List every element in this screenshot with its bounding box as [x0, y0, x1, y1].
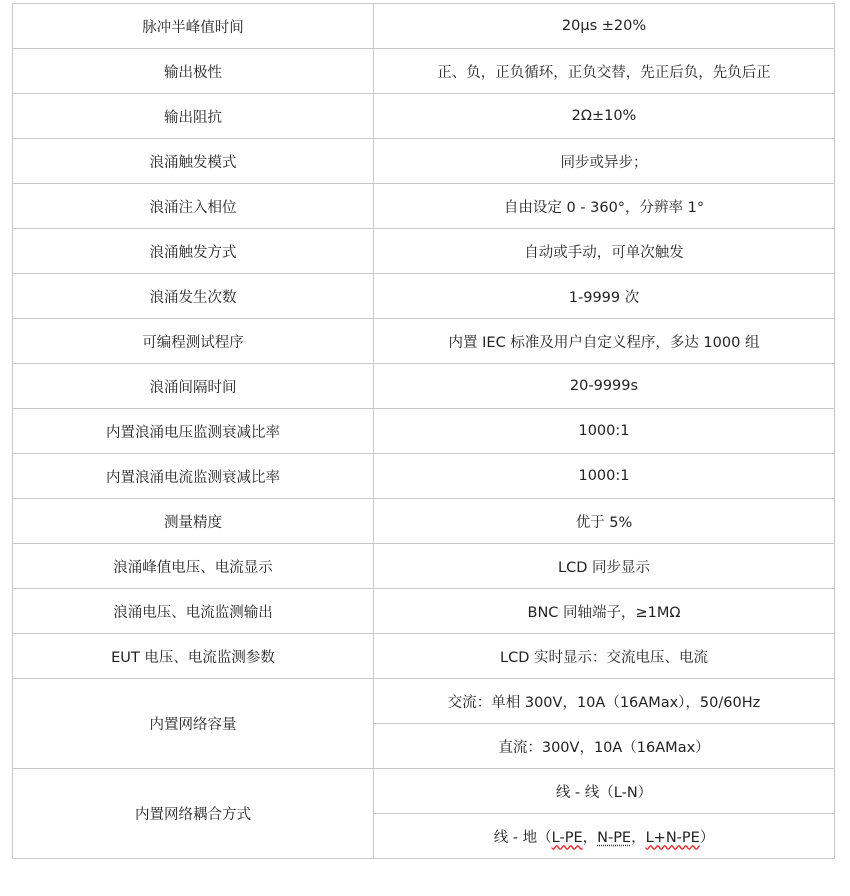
spec-value: 1000:1: [374, 409, 835, 454]
spec-key: 输出阻抗: [13, 94, 374, 139]
spec-value: 20-9999s: [374, 364, 835, 409]
spec-value: 自动或手动，可单次触发: [374, 229, 835, 274]
coupling-lpe: L-PE: [551, 829, 583, 846]
spec-value: 内置 IEC 标准及用户自定义程序，多达 1000 组: [374, 319, 835, 364]
spec-value: 2Ω±10%: [374, 94, 835, 139]
spec-value: 自由设定 0 - 360°，分辨率 1°: [374, 184, 835, 229]
spec-value: 1-9999 次: [374, 274, 835, 319]
spec-row: [13, 589, 835, 634]
spec-value: 正、负，正负循环，正负交替，先正后负，先负后正: [374, 49, 835, 94]
spec-row: [13, 4, 835, 49]
coupling-line-line: 线 - 线（L-N）: [374, 769, 835, 814]
coupling-npe: N-PE: [597, 829, 632, 846]
spec-row: [13, 409, 835, 454]
spec-value: LCD 同步显示: [374, 544, 835, 589]
spec-value: 优于 5%: [374, 499, 835, 544]
spec-row: [13, 139, 835, 184]
spec-value: LCD 实时显示：交流电压、电流: [374, 634, 835, 679]
coupling-sep2: ，: [631, 829, 646, 846]
spec-key: 浪涌注入相位: [13, 184, 374, 229]
spec-row: [13, 634, 835, 679]
spec-key: 浪涌电压、电流监测输出: [13, 589, 374, 634]
spec-value: 同步或异步；: [374, 139, 835, 184]
spec-row: [13, 499, 835, 544]
spec-key: 浪涌峰值电压、电流显示: [13, 544, 374, 589]
spec-key: 浪涌触发方式: [13, 229, 374, 274]
coupling-sep1: ，: [582, 829, 598, 846]
spec-key: 浪涌触发模式: [13, 139, 374, 184]
spec-key: 浪涌发生次数: [13, 274, 374, 319]
spec-row: [13, 544, 835, 589]
spec-key: 测量精度: [13, 499, 374, 544]
coupling-lnpe: L+N-PE: [645, 829, 700, 846]
coupling-suffix: ）: [699, 829, 715, 846]
spec-key: 内置浪涌电压监测衰减比率: [13, 409, 374, 454]
spec-row: [13, 184, 835, 229]
spec-table: [12, 3, 835, 859]
capacity-dc-value: 直流：300V，10A（16AMax）: [374, 724, 835, 769]
spec-value: 1000:1: [374, 454, 835, 499]
spec-row: [13, 454, 835, 499]
spec-row: [13, 319, 835, 364]
spec-value: BNC 同轴端子，≥1MΩ: [374, 589, 835, 634]
spec-key: 内置浪涌电流监测衰减比率: [13, 454, 374, 499]
coupling-lg-prefix: 线 - 地（: [493, 829, 552, 846]
spec-row: [13, 49, 835, 94]
spec-row: [13, 364, 835, 409]
spec-row: [13, 274, 835, 319]
spec-key: 浪涌间隔时间: [13, 364, 374, 409]
spec-key: EUT 电压、电流监测参数: [13, 634, 374, 679]
spec-key: 脉冲半峰值时间: [13, 4, 374, 49]
coupling-key: 内置网络耦合方式: [13, 769, 374, 859]
coupling-line-ground: [374, 814, 835, 859]
capacity-row-ac: [13, 679, 835, 724]
spec-value: 20μs ±20%: [374, 4, 835, 49]
capacity-key: 内置网络容量: [13, 679, 374, 769]
spec-key: 输出极性: [13, 49, 374, 94]
spec-key: 可编程测试程序: [13, 319, 374, 364]
spec-row: [13, 229, 835, 274]
spec-row: [13, 94, 835, 139]
capacity-ac-value: 交流：单相 300V，10A（16AMax），50/60Hz: [374, 679, 835, 724]
coupling-row-ll: [13, 769, 835, 814]
spec-table-body: [13, 4, 835, 859]
